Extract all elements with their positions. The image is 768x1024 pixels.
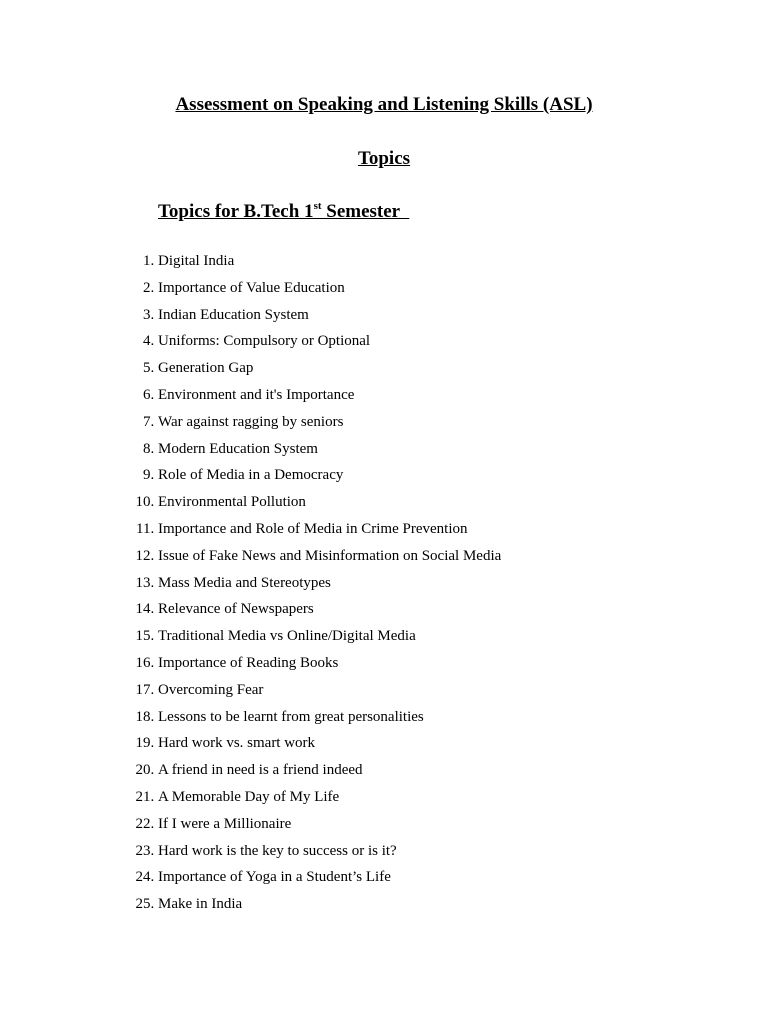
list-item	[120, 328, 501, 355]
list-item-number: 1.	[143, 253, 158, 269]
list-item-text: Make in India	[158, 896, 243, 913]
list-item-text: Overcoming Fear	[158, 681, 264, 698]
list-item-text: A friend in need is a friend indeed	[158, 762, 363, 779]
list-item	[120, 462, 501, 489]
list-item-number: 23.	[135, 842, 158, 859]
list-item	[120, 650, 501, 677]
list-item-text: Issue of Fake News and Misinformation on Social Media	[158, 547, 502, 564]
list-item	[120, 275, 501, 302]
document-title: Assessment on Speaking and Listening Skills (ASL)	[175, 94, 593, 115]
list-item-text: Indian Education System	[158, 306, 309, 323]
list-item-text: Traditional Media vs Online/Digital Media	[158, 628, 416, 645]
list-item-text: Lessons to be learnt from great personalities	[158, 708, 424, 725]
list-item	[120, 302, 501, 329]
topic-list	[120, 248, 501, 918]
list-item	[120, 704, 501, 731]
document-subtitle: Topics	[357, 148, 411, 169]
list-item	[120, 409, 501, 436]
list-item	[120, 891, 501, 918]
list-item-number: 4.	[143, 333, 158, 350]
list-item-text: Role of Media in a Democracy	[158, 467, 344, 484]
list-item-text: Modern Education System	[158, 440, 318, 457]
list-item-number: 10.	[135, 494, 158, 511]
list-item	[120, 436, 501, 463]
list-item-number: 25.	[135, 896, 158, 913]
list-item-number: 22.	[135, 815, 158, 832]
list-item-text: Importance of Yoga in a Student’s Life	[158, 869, 391, 886]
list-item-number: 21.	[135, 788, 158, 805]
list-item-number: 2.	[143, 279, 158, 296]
list-item-text: Uniforms: Compulsory or Optional	[158, 333, 371, 350]
list-item	[120, 838, 501, 865]
list-item	[120, 811, 501, 838]
list-item-number: 16.	[135, 654, 158, 671]
list-item	[120, 730, 501, 757]
section-heading-superscript: st	[313, 200, 322, 212]
list-item-text: Mass Media and Stereotypes	[158, 574, 331, 591]
list-item	[120, 382, 501, 409]
list-item-text: Importance of Value Education	[158, 279, 345, 296]
list-item-number: 9.	[143, 467, 158, 484]
list-item-text: Hard work vs. smart work	[158, 735, 316, 752]
list-item-number: 6.	[143, 386, 158, 403]
section-heading-suffix: Semester	[321, 201, 410, 222]
list-item-text: Environment and it's Importance	[158, 386, 355, 403]
list-item	[120, 355, 501, 382]
list-item	[120, 248, 501, 275]
list-item	[120, 543, 501, 570]
list-item-text: Importance and Role of Media in Crime Prevention	[158, 520, 468, 537]
list-item	[120, 757, 501, 784]
list-item-text: Generation Gap	[158, 360, 254, 377]
list-item-number: 12.	[135, 547, 158, 564]
list-item	[120, 516, 501, 543]
list-item-number: 3.	[143, 306, 158, 323]
list-item-number: 11.	[136, 520, 158, 537]
list-item-number: 20.	[135, 762, 158, 779]
list-item-text: Digital India	[158, 253, 235, 269]
list-item-number: 24.	[135, 869, 158, 886]
list-item-number: 18.	[135, 708, 158, 725]
list-item-text: Hard work is the key to success or is it?	[158, 842, 397, 859]
list-item-number: 19.	[135, 735, 158, 752]
list-item-number: 13.	[135, 574, 158, 591]
list-item-text: Relevance of Newspapers	[158, 601, 314, 618]
list-item-number: 8.	[143, 440, 158, 457]
list-item	[120, 623, 501, 650]
list-item-number: 14.	[135, 601, 158, 618]
list-item	[120, 864, 501, 891]
section-heading-prefix: Topics for B.Tech 1	[158, 201, 314, 222]
list-item-number: 5.	[143, 360, 158, 377]
list-item	[120, 570, 501, 597]
list-item-text: Environmental Pollution	[158, 494, 306, 511]
section-heading	[158, 199, 409, 225]
list-item-number: 17.	[135, 681, 158, 698]
list-item-text: War against ragging by seniors	[158, 413, 344, 430]
list-item	[120, 596, 501, 623]
list-item	[120, 784, 501, 811]
list-item-text: If I were a Millionaire	[158, 815, 292, 832]
list-item-number: 15.	[135, 628, 158, 645]
list-item	[120, 489, 501, 516]
list-item-text: Importance of Reading Books	[158, 654, 339, 671]
list-item	[120, 677, 501, 704]
list-item-number: 7.	[143, 413, 158, 430]
list-item-text: A Memorable Day of My Life	[158, 788, 340, 805]
